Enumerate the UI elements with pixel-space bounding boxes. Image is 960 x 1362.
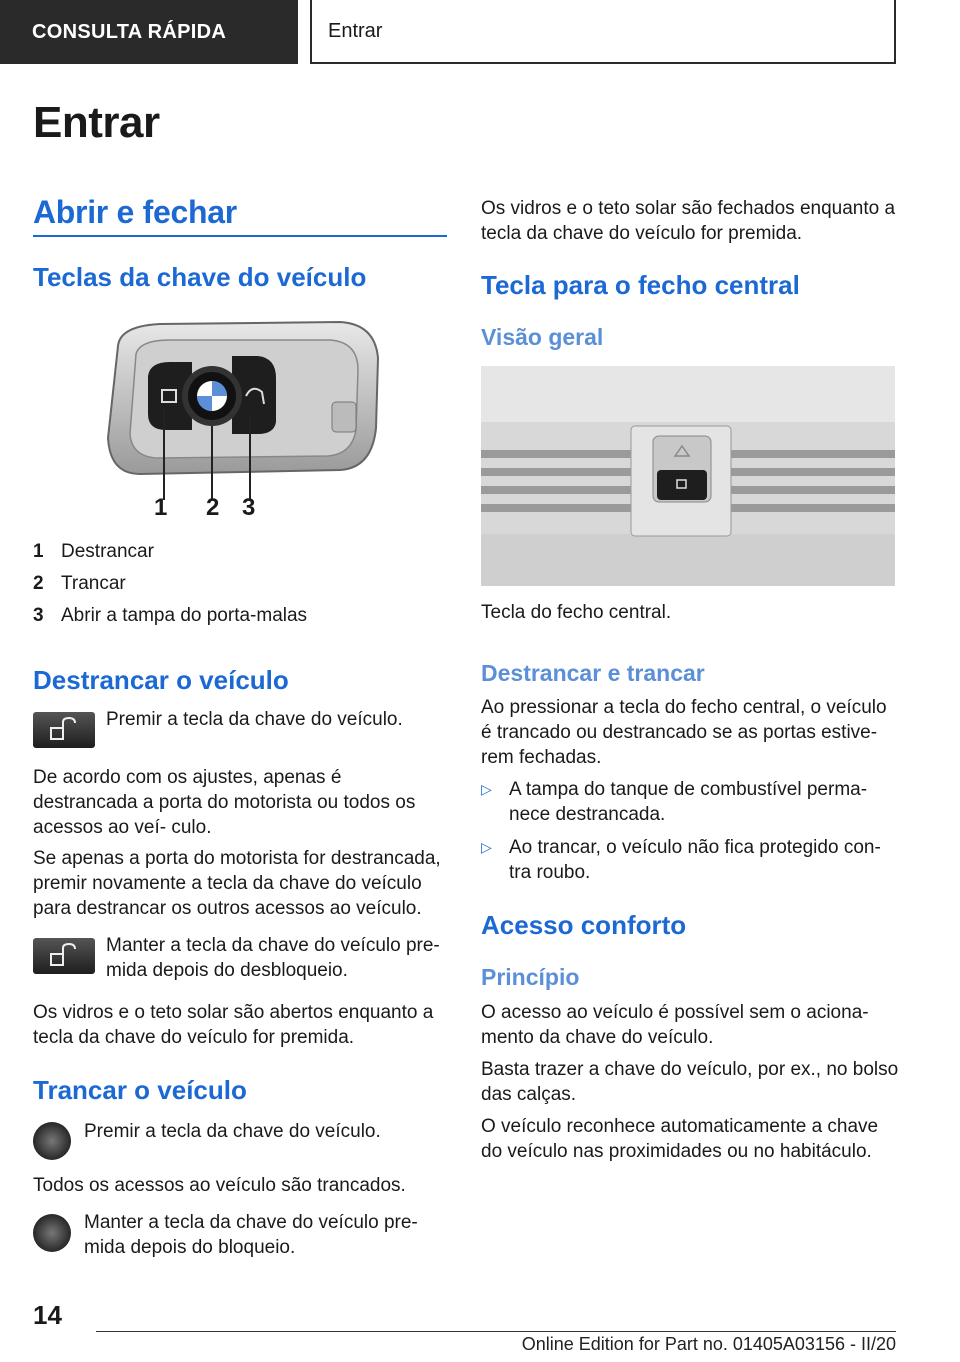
central-locking-photo	[481, 366, 895, 586]
manter-desbloqueio: Manter a tecla da chave do veículo pre- mida depois do desbloqueio.	[106, 935, 440, 981]
bmw-roundel-icon	[33, 1214, 71, 1252]
unlock-icon	[33, 712, 95, 748]
key-label-3: 3	[242, 494, 256, 521]
chapter-tab	[310, 0, 896, 64]
trancar-paragraph: Todos os acessos ao veículo são trancados.	[33, 1175, 406, 1196]
legend-list	[33, 536, 307, 632]
destrancar-instruction: Premir a tecla da chave do veículo.	[106, 709, 403, 730]
heading-rule	[33, 235, 447, 237]
footer-rule	[96, 1331, 896, 1332]
unlock-button-icon	[33, 938, 95, 974]
list-item: 2 Trancar	[33, 573, 126, 594]
key-label-1: 1	[154, 494, 168, 521]
page-number: 14	[33, 1300, 62, 1330]
heading-tecla-fecho: Tecla para o fecho central	[481, 270, 800, 300]
manter-bloqueio: Manter a tecla da chave do veículo pre- mida depois do bloqueio.	[84, 1212, 418, 1258]
bmw-roundel-icon	[182, 366, 242, 426]
bullet-triangle-icon: ▷	[481, 839, 492, 855]
bmw-roundel-icon	[33, 1122, 71, 1160]
list-item: 1 Destrancar	[33, 541, 154, 562]
section-label: CONSULTA RÁPIDA	[32, 20, 227, 43]
list-item: 3 Abrir a tampa do porta-malas	[33, 605, 308, 626]
heading-principio: Princípio	[481, 964, 580, 990]
key-label-2: 2	[206, 494, 220, 521]
unlock-icon	[33, 938, 95, 974]
destrancar-paragraph-1: De acordo com os ajustes, apenas é destrancada a porta do motorista ou todos os acessos ao veí- culo.	[33, 767, 416, 838]
heading-destrancar-trancar: Destrancar e trancar	[481, 660, 705, 686]
section-tab	[0, 0, 298, 64]
vidros-abertos: Os vidros e o teto solar são abertos enquanto a tecla da chave do veículo for premida.	[33, 1002, 434, 1048]
heading-acesso-conforto: Acesso conforto	[481, 910, 687, 940]
dt-paragraph: Ao pressionar a tecla do fecho central, o veículo é trancado ou destrancado se as portas estive- rem fechadas.	[481, 697, 887, 768]
photo-caption: Tecla do fecho central.	[481, 602, 672, 623]
list-item: ▷ A tampa do tanque de combustível perma- nece destrancada.	[481, 779, 868, 825]
acesso-paragraph-1: O acesso ao veículo é possível sem o aciona- mento da chave do veículo.	[481, 1002, 869, 1048]
heading-destrancar: Destrancar o veículo	[33, 665, 289, 695]
heading-abrir-fechar: Abrir e fechar	[33, 194, 237, 230]
acesso-paragraph-3: O veículo reconhece automaticamente a chave do veículo nas proximidades ou no habitáculo.	[481, 1116, 879, 1162]
heading-teclas: Teclas da chave do veículo	[33, 262, 367, 292]
bullet-triangle-icon: ▷	[481, 781, 492, 797]
list-item: ▷ Ao trancar, o veículo não fica protegido con- tra roubo.	[481, 837, 881, 883]
vidros-fechados: Os vidros e o teto solar são fechados enquanto a tecla da chave do veículo for premida.	[481, 198, 896, 244]
heading-trancar: Trancar o veículo	[33, 1075, 247, 1105]
acesso-paragraph-2: Basta trazer a chave do veículo, por ex., no bolso das calças.	[481, 1059, 899, 1105]
chapter-label: Entrar	[328, 19, 383, 42]
destrancar-paragraph-2: Se apenas a porta do motorista for destrancada, premir novamente a tecla da chave do veículo para destrancar os outros acessos ao veículo.	[33, 848, 441, 919]
footer-edition: Online Edition for Part no. 01405A03156 - II/20	[521, 1334, 896, 1354]
heading-visao-geral: Visão geral	[481, 324, 604, 350]
unlock-button-icon	[33, 712, 95, 748]
trancar-instruction: Premir a tecla da chave do veículo.	[84, 1121, 381, 1142]
page-title: Entrar	[33, 98, 160, 147]
